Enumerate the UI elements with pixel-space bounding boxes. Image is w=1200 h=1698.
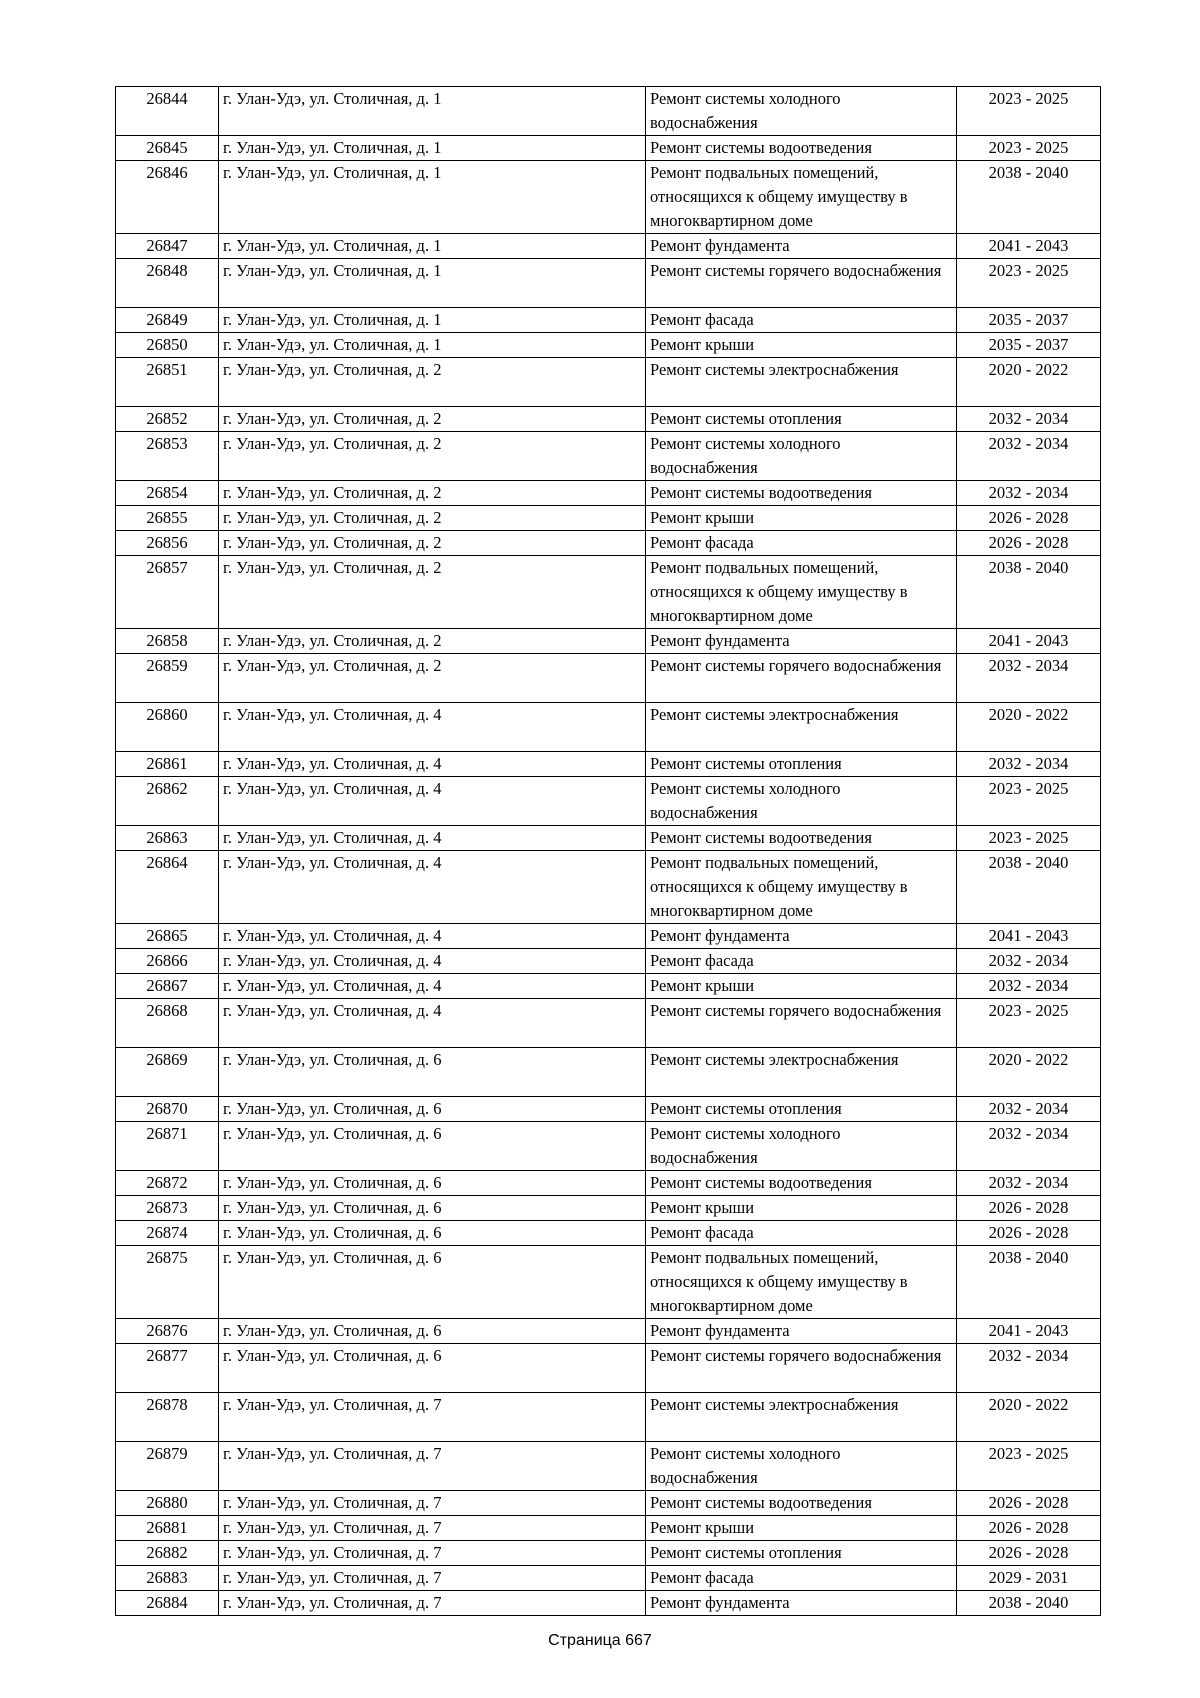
table-row <box>116 506 1101 531</box>
address-cell: г. Улан-Удэ, ул. Столичная, д. 2 <box>219 432 646 481</box>
address-cell: г. Улан-Удэ, ул. Столичная, д. 1 <box>219 161 646 234</box>
table-row <box>116 974 1101 999</box>
address-cell: г. Улан-Удэ, ул. Столичная, д. 6 <box>219 1319 646 1344</box>
address-cell: г. Улан-Удэ, ул. Столичная, д. 4 <box>219 999 646 1048</box>
address-cell: г. Улан-Удэ, ул. Столичная, д. 1 <box>219 308 646 333</box>
period-cell: 2038 - 2040 <box>957 1591 1101 1616</box>
period-cell: 2026 - 2028 <box>957 1196 1101 1221</box>
address-cell: г. Улан-Удэ, ул. Столичная, д. 6 <box>219 1122 646 1171</box>
period-cell: 2032 - 2034 <box>957 407 1101 432</box>
table-row <box>116 1344 1101 1393</box>
row-id-cell: 26853 <box>116 432 219 481</box>
table-row <box>116 87 1101 136</box>
row-id-cell: 26857 <box>116 556 219 629</box>
work-type-cell: Ремонт фасада <box>646 1221 957 1246</box>
work-type-cell: Ремонт фундамента <box>646 629 957 654</box>
table-row <box>116 161 1101 234</box>
period-cell: 2026 - 2028 <box>957 531 1101 556</box>
work-type-cell: Ремонт системы горячего водоснабжения <box>646 259 957 308</box>
address-cell: г. Улан-Удэ, ул. Столичная, д. 2 <box>219 358 646 407</box>
period-cell: 2032 - 2034 <box>957 949 1101 974</box>
work-type-cell: Ремонт системы холодного водоснабжения <box>646 87 957 136</box>
address-cell: г. Улан-Удэ, ул. Столичная, д. 4 <box>219 924 646 949</box>
period-cell: 2032 - 2034 <box>957 1171 1101 1196</box>
row-id-cell: 26861 <box>116 752 219 777</box>
address-cell: г. Улан-Удэ, ул. Столичная, д. 1 <box>219 333 646 358</box>
row-id-cell: 26877 <box>116 1344 219 1393</box>
table-row <box>116 531 1101 556</box>
address-cell: г. Улан-Удэ, ул. Столичная, д. 6 <box>219 1196 646 1221</box>
table-row <box>116 1171 1101 1196</box>
period-cell: 2026 - 2028 <box>957 1541 1101 1566</box>
address-cell: г. Улан-Удэ, ул. Столичная, д. 4 <box>219 974 646 999</box>
table-row <box>116 826 1101 851</box>
work-type-cell: Ремонт системы отопления <box>646 407 957 432</box>
table-row <box>116 1442 1101 1491</box>
table-row <box>116 1122 1101 1171</box>
page-number: Страница 667 <box>548 1632 652 1649</box>
table-row <box>116 703 1101 752</box>
work-type-cell: Ремонт крыши <box>646 1196 957 1221</box>
address-cell: г. Улан-Удэ, ул. Столичная, д. 6 <box>219 1097 646 1122</box>
period-cell: 2029 - 2031 <box>957 1566 1101 1591</box>
row-id-cell: 26869 <box>116 1048 219 1097</box>
table-row <box>116 308 1101 333</box>
work-type-cell: Ремонт системы холодного водоснабжения <box>646 777 957 826</box>
work-type-cell: Ремонт системы холодного водоснабжения <box>646 432 957 481</box>
address-cell: г. Улан-Удэ, ул. Столичная, д. 1 <box>219 87 646 136</box>
address-cell: г. Улан-Удэ, ул. Столичная, д. 2 <box>219 531 646 556</box>
table-row <box>116 333 1101 358</box>
period-cell: 2026 - 2028 <box>957 1491 1101 1516</box>
row-id-cell: 26872 <box>116 1171 219 1196</box>
row-id-cell: 26871 <box>116 1122 219 1171</box>
period-cell: 2041 - 2043 <box>957 234 1101 259</box>
row-id-cell: 26846 <box>116 161 219 234</box>
work-type-cell: Ремонт крыши <box>646 1516 957 1541</box>
address-cell: г. Улан-Удэ, ул. Столичная, д. 1 <box>219 136 646 161</box>
work-type-cell: Ремонт системы холодного водоснабжения <box>646 1122 957 1171</box>
period-cell: 2023 - 2025 <box>957 1442 1101 1491</box>
table-row <box>116 629 1101 654</box>
address-cell: г. Улан-Удэ, ул. Столичная, д. 6 <box>219 1344 646 1393</box>
row-id-cell: 26851 <box>116 358 219 407</box>
row-id-cell: 26849 <box>116 308 219 333</box>
table-row <box>116 1221 1101 1246</box>
work-type-cell: Ремонт системы электроснабжения <box>646 1048 957 1097</box>
address-cell: г. Улан-Удэ, ул. Столичная, д. 7 <box>219 1442 646 1491</box>
address-cell: г. Улан-Удэ, ул. Столичная, д. 2 <box>219 629 646 654</box>
row-id-cell: 26882 <box>116 1541 219 1566</box>
period-cell: 2023 - 2025 <box>957 999 1101 1048</box>
address-cell: г. Улан-Удэ, ул. Столичная, д. 7 <box>219 1566 646 1591</box>
row-id-cell: 26873 <box>116 1196 219 1221</box>
row-id-cell: 26858 <box>116 629 219 654</box>
address-cell: г. Улан-Удэ, ул. Столичная, д. 6 <box>219 1171 646 1196</box>
address-cell: г. Улан-Удэ, ул. Столичная, д. 4 <box>219 826 646 851</box>
work-type-cell: Ремонт системы отопления <box>646 752 957 777</box>
work-type-cell: Ремонт системы горячего водоснабжения <box>646 654 957 703</box>
row-id-cell: 26866 <box>116 949 219 974</box>
address-cell: г. Улан-Удэ, ул. Столичная, д. 7 <box>219 1591 646 1616</box>
work-type-cell: Ремонт фасада <box>646 1566 957 1591</box>
work-type-cell: Ремонт фундамента <box>646 1319 957 1344</box>
table-row <box>116 1319 1101 1344</box>
row-id-cell: 26845 <box>116 136 219 161</box>
address-cell: г. Улан-Удэ, ул. Столичная, д. 4 <box>219 752 646 777</box>
row-id-cell: 26865 <box>116 924 219 949</box>
row-id-cell: 26867 <box>116 974 219 999</box>
row-id-cell: 26878 <box>116 1393 219 1442</box>
address-cell: г. Улан-Удэ, ул. Столичная, д. 7 <box>219 1516 646 1541</box>
period-cell: 2023 - 2025 <box>957 87 1101 136</box>
address-cell: г. Улан-Удэ, ул. Столичная, д. 7 <box>219 1491 646 1516</box>
period-cell: 2041 - 2043 <box>957 1319 1101 1344</box>
row-id-cell: 26856 <box>116 531 219 556</box>
table-row <box>116 1393 1101 1442</box>
work-type-cell: Ремонт системы отопления <box>646 1097 957 1122</box>
address-cell: г. Улан-Удэ, ул. Столичная, д. 1 <box>219 259 646 308</box>
work-type-cell: Ремонт крыши <box>646 974 957 999</box>
work-type-cell: Ремонт подвальных помещений, относящихся к общему имуществу в многоквартирном доме <box>646 556 957 629</box>
period-cell: 2038 - 2040 <box>957 851 1101 924</box>
address-cell: г. Улан-Удэ, ул. Столичная, д. 2 <box>219 654 646 703</box>
row-id-cell: 26883 <box>116 1566 219 1591</box>
table-row <box>116 358 1101 407</box>
row-id-cell: 26844 <box>116 87 219 136</box>
work-type-cell: Ремонт подвальных помещений, относящихся к общему имуществу в многоквартирном доме <box>646 161 957 234</box>
period-cell: 2023 - 2025 <box>957 777 1101 826</box>
row-id-cell: 26884 <box>116 1591 219 1616</box>
row-id-cell: 26874 <box>116 1221 219 1246</box>
row-id-cell: 26881 <box>116 1516 219 1541</box>
work-type-cell: Ремонт подвальных помещений, относящихся к общему имуществу в многоквартирном доме <box>646 851 957 924</box>
period-cell: 2020 - 2022 <box>957 358 1101 407</box>
row-id-cell: 26875 <box>116 1246 219 1319</box>
period-cell: 2032 - 2034 <box>957 974 1101 999</box>
table-row <box>116 1491 1101 1516</box>
period-cell: 2032 - 2034 <box>957 432 1101 481</box>
table-row <box>116 234 1101 259</box>
row-id-cell: 26879 <box>116 1442 219 1491</box>
work-type-cell: Ремонт системы водоотведения <box>646 481 957 506</box>
work-type-cell: Ремонт системы электроснабжения <box>646 358 957 407</box>
period-cell: 2023 - 2025 <box>957 826 1101 851</box>
period-cell: 2038 - 2040 <box>957 556 1101 629</box>
period-cell: 2035 - 2037 <box>957 308 1101 333</box>
table-row <box>116 777 1101 826</box>
table-row <box>116 1566 1101 1591</box>
period-cell: 2041 - 2043 <box>957 924 1101 949</box>
table-row <box>116 407 1101 432</box>
period-cell: 2023 - 2025 <box>957 136 1101 161</box>
row-id-cell: 26847 <box>116 234 219 259</box>
period-cell: 2020 - 2022 <box>957 1048 1101 1097</box>
work-type-cell: Ремонт системы холодного водоснабжения <box>646 1442 957 1491</box>
row-id-cell: 26859 <box>116 654 219 703</box>
work-type-cell: Ремонт системы горячего водоснабжения <box>646 999 957 1048</box>
table-row <box>116 999 1101 1048</box>
work-type-cell: Ремонт системы водоотведения <box>646 1171 957 1196</box>
period-cell: 2032 - 2034 <box>957 1122 1101 1171</box>
period-cell: 2032 - 2034 <box>957 752 1101 777</box>
table-row <box>116 1516 1101 1541</box>
work-type-cell: Ремонт системы горячего водоснабжения <box>646 1344 957 1393</box>
address-cell: г. Улан-Удэ, ул. Столичная, д. 4 <box>219 777 646 826</box>
table-row <box>116 1541 1101 1566</box>
period-cell: 2026 - 2028 <box>957 1221 1101 1246</box>
work-type-cell: Ремонт подвальных помещений, относящихся к общему имуществу в многоквартирном доме <box>646 1246 957 1319</box>
row-id-cell: 26876 <box>116 1319 219 1344</box>
table-row <box>116 654 1101 703</box>
table-row <box>116 136 1101 161</box>
table-row <box>116 1246 1101 1319</box>
work-type-cell: Ремонт системы электроснабжения <box>646 1393 957 1442</box>
row-id-cell: 26850 <box>116 333 219 358</box>
address-cell: г. Улан-Удэ, ул. Столичная, д. 1 <box>219 234 646 259</box>
row-id-cell: 26855 <box>116 506 219 531</box>
period-cell: 2032 - 2034 <box>957 1344 1101 1393</box>
table-row <box>116 1097 1101 1122</box>
address-cell: г. Улан-Удэ, ул. Столичная, д. 6 <box>219 1221 646 1246</box>
period-cell: 2020 - 2022 <box>957 1393 1101 1442</box>
work-type-cell: Ремонт фасада <box>646 949 957 974</box>
table-row <box>116 1048 1101 1097</box>
work-type-cell: Ремонт фасада <box>646 308 957 333</box>
address-cell: г. Улан-Удэ, ул. Столичная, д. 2 <box>219 481 646 506</box>
work-type-cell: Ремонт фундамента <box>646 924 957 949</box>
address-cell: г. Улан-Удэ, ул. Столичная, д. 7 <box>219 1541 646 1566</box>
address-cell: г. Улан-Удэ, ул. Столичная, д. 6 <box>219 1048 646 1097</box>
address-cell: г. Улан-Удэ, ул. Столичная, д. 4 <box>219 949 646 974</box>
period-cell: 2026 - 2028 <box>957 506 1101 531</box>
address-cell: г. Улан-Удэ, ул. Столичная, д. 2 <box>219 407 646 432</box>
row-id-cell: 26864 <box>116 851 219 924</box>
address-cell: г. Улан-Удэ, ул. Столичная, д. 6 <box>219 1246 646 1319</box>
row-id-cell: 26870 <box>116 1097 219 1122</box>
table-row <box>116 259 1101 308</box>
row-id-cell: 26848 <box>116 259 219 308</box>
period-cell: 2038 - 2040 <box>957 1246 1101 1319</box>
row-id-cell: 26868 <box>116 999 219 1048</box>
table-row <box>116 924 1101 949</box>
address-cell: г. Улан-Удэ, ул. Столичная, д. 2 <box>219 556 646 629</box>
table-row <box>116 851 1101 924</box>
period-cell: 2020 - 2022 <box>957 703 1101 752</box>
row-id-cell: 26854 <box>116 481 219 506</box>
period-cell: 2038 - 2040 <box>957 161 1101 234</box>
address-cell: г. Улан-Удэ, ул. Столичная, д. 7 <box>219 1393 646 1442</box>
table-row <box>116 949 1101 974</box>
row-id-cell: 26863 <box>116 826 219 851</box>
work-type-cell: Ремонт системы водоотведения <box>646 826 957 851</box>
table-row <box>116 752 1101 777</box>
period-cell: 2035 - 2037 <box>957 333 1101 358</box>
row-id-cell: 26862 <box>116 777 219 826</box>
period-cell: 2032 - 2034 <box>957 481 1101 506</box>
address-cell: г. Улан-Удэ, ул. Столичная, д. 2 <box>219 506 646 531</box>
table-row <box>116 432 1101 481</box>
period-cell: 2032 - 2034 <box>957 1097 1101 1122</box>
work-type-cell: Ремонт фундамента <box>646 1591 957 1616</box>
repair-schedule-table <box>115 86 1101 1616</box>
table-row <box>116 481 1101 506</box>
row-id-cell: 26852 <box>116 407 219 432</box>
address-cell: г. Улан-Удэ, ул. Столичная, д. 4 <box>219 703 646 752</box>
address-cell: г. Улан-Удэ, ул. Столичная, д. 4 <box>219 851 646 924</box>
row-id-cell: 26860 <box>116 703 219 752</box>
work-type-cell: Ремонт системы электроснабжения <box>646 703 957 752</box>
table-row <box>116 1591 1101 1616</box>
period-cell: 2026 - 2028 <box>957 1516 1101 1541</box>
work-type-cell: Ремонт системы отопления <box>646 1541 957 1566</box>
period-cell: 2023 - 2025 <box>957 259 1101 308</box>
table-row <box>116 1196 1101 1221</box>
work-type-cell: Ремонт фасада <box>646 531 957 556</box>
work-type-cell: Ремонт системы водоотведения <box>646 136 957 161</box>
table-body <box>116 87 1101 1616</box>
row-id-cell: 26880 <box>116 1491 219 1516</box>
work-type-cell: Ремонт крыши <box>646 506 957 531</box>
work-type-cell: Ремонт фундамента <box>646 234 957 259</box>
period-cell: 2041 - 2043 <box>957 629 1101 654</box>
period-cell: 2032 - 2034 <box>957 654 1101 703</box>
table-row <box>116 556 1101 629</box>
work-type-cell: Ремонт системы водоотведения <box>646 1491 957 1516</box>
work-type-cell: Ремонт крыши <box>646 333 957 358</box>
